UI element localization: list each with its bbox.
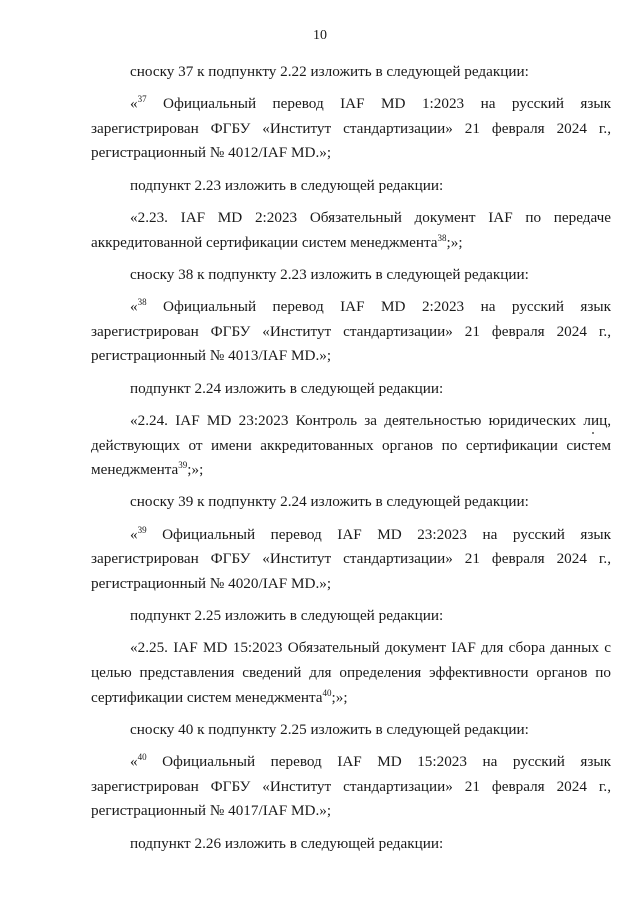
paragraph [91, 604, 611, 629]
paragraph [91, 636, 611, 710]
paragraph [91, 174, 611, 199]
paragraph-text: сноску 38 к подпункту 2.23 изложить в следующей редакции: [130, 265, 529, 283]
page-number: 10 [313, 28, 327, 43]
paragraph [91, 523, 611, 597]
footnote-marker: 38 [437, 232, 447, 243]
paragraph [91, 490, 611, 515]
paragraph [91, 263, 611, 288]
paragraph-text: подпункт 2.24 изложить в следующей редакции: [130, 379, 444, 397]
paragraph-text-continued: Официальный перевод IAF MD 23:2023 на русский язык зарегистрирован ФГБУ «Институт стандартизации» 21 февраля 2024 г., регистрационный № 4020/IAF MD.»; [91, 525, 611, 592]
paragraph-text-continued: Официальный перевод IAF MD 2:2023 на русский язык зарегистрирован ФГБУ «Институт стандартизации» 21 февраля 2024 г., регистрационный № 4013/IAF MD.»; [91, 298, 611, 365]
paragraph-text: подпункт 2.26 изложить в следующей редакции: [130, 834, 444, 852]
paragraph [91, 377, 611, 402]
paragraph [91, 409, 611, 483]
paragraph-text-continued: Официальный перевод IAF MD 15:2023 на русский язык зарегистрирован ФГБУ «Институт стандартизации» 21 февраля 2024 г., регистрационный № 4017/IAF MD.»; [91, 753, 611, 820]
paragraph-text: «2.24. IAF MD 23:2023 Контроль за деятельностью юридических лиц, действующих от имени аккредитованных органов по сертификации систем менеджмента [91, 411, 611, 479]
paragraph-text-continued: ;»; [446, 233, 463, 251]
paragraph-text: «2.25. IAF MD 15:2023 Обязательный документ IAF для сбора данных с целью представления сведений для определения эффективности органов по сертификации систем менеджмента [91, 639, 611, 706]
footnote-marker: 40 [322, 687, 332, 698]
paragraph [91, 60, 611, 85]
paragraph [91, 750, 611, 824]
paragraph [91, 206, 611, 255]
footnote-marker: 39 [137, 524, 147, 535]
paragraph-text: сноску 39 к подпункту 2.24 изложить в следующей редакции: [130, 493, 529, 511]
paragraph-text: сноску 40 к подпункту 2.25 изложить в следующей редакции: [130, 720, 529, 738]
footnote-marker: 38 [137, 297, 147, 308]
paragraph-text: « [130, 298, 138, 316]
document-body [91, 60, 611, 864]
paragraph-text: подпункт 2.25 изложить в следующей редакции: [130, 607, 444, 625]
paragraph-text: «2.23. IAF MD 2:2023 Обязательный документ IAF по передаче аккредитованной сертификации систем менеджмента [91, 209, 611, 251]
paragraph [91, 832, 611, 857]
scan-speck [592, 432, 594, 434]
footnote-marker: 40 [137, 752, 147, 763]
footnote-marker: 37 [137, 94, 147, 105]
paragraph-text: « [130, 95, 138, 113]
paragraph-text-continued: ;»; [187, 461, 204, 479]
paragraph-text-continued: ;»; [331, 688, 348, 706]
paragraph-text: « [130, 525, 138, 543]
paragraph [91, 295, 611, 369]
paragraph-text: « [130, 753, 138, 771]
footnote-marker: 39 [178, 460, 188, 471]
paragraph-text: сноску 37 к подпункту 2.22 изложить в следующей редакции: [130, 63, 529, 80]
paragraph-text: подпункт 2.23 изложить в следующей редакции: [130, 176, 444, 194]
paragraph [91, 718, 611, 743]
paragraph [91, 92, 611, 166]
paragraph-text-continued: Официальный перевод IAF MD 1:2023 на русский язык зарегистрирован ФГБУ «Институт стандартизации» 21 февраля 2024 г., регистрационный № 4012/IAF MD.»; [91, 95, 611, 162]
